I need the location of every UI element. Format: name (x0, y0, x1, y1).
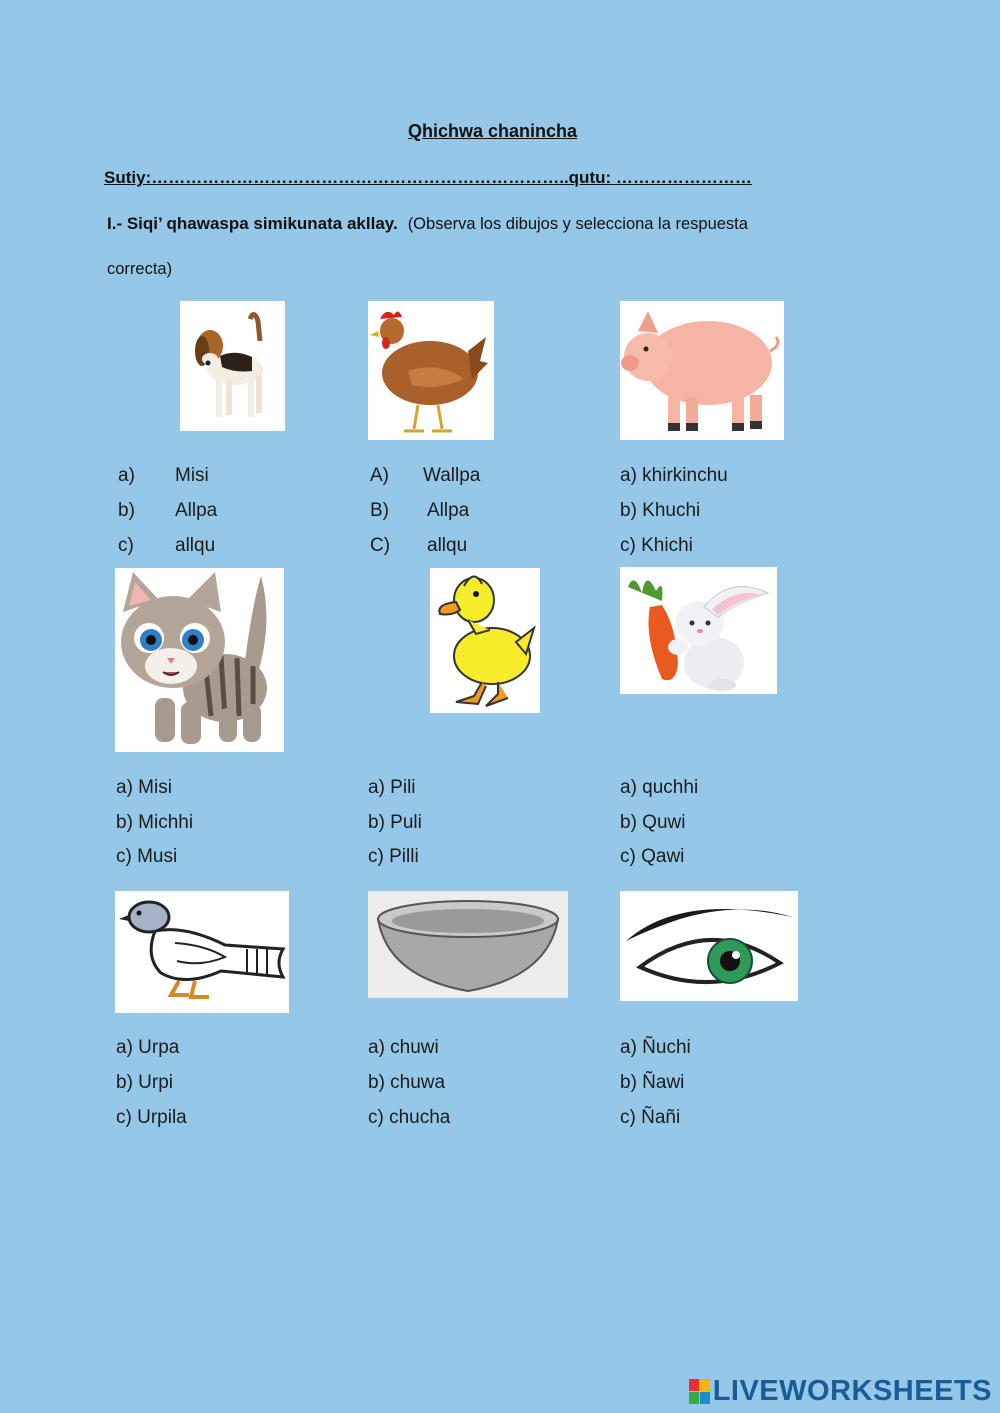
pigeon-picture (115, 891, 289, 1013)
option-c[interactable]: c) Khichi (620, 535, 693, 556)
instruction-spanish-cont: correcta) (107, 260, 173, 278)
dog-picture (180, 301, 285, 431)
option-a[interactable]: a) quchhi (620, 777, 699, 798)
option-c[interactable]: c) Urpila (116, 1107, 187, 1128)
option-a[interactable]: a) Urpa (116, 1037, 180, 1058)
option-c[interactable]: c) Pilli (368, 846, 419, 867)
option-a[interactable]: a) Pili (368, 777, 416, 798)
worksheet-title: Qhichwa chanincha (407, 121, 578, 141)
duck-picture (430, 568, 540, 713)
option-a[interactable]: a) Misi (116, 777, 172, 798)
logo-mark-icon (689, 1379, 711, 1405)
option-b[interactable]: b) Quwi (620, 812, 686, 833)
option-b[interactable]: b) Urpi (116, 1072, 174, 1093)
instruction-quechua: I.- Siqi’ qhawaspa simikunata akllay. (107, 214, 398, 233)
option-c[interactable]: c) Ñañi (620, 1107, 681, 1128)
option-b[interactable]: b) Ñawi (620, 1072, 685, 1093)
option-b[interactable]: b) chuwa (368, 1072, 446, 1093)
option-c[interactable]: c) Musi (116, 846, 178, 867)
liveworksheets-logo[interactable] (689, 1375, 992, 1408)
option-b[interactable]: b) Allpa (118, 500, 218, 521)
option-b[interactable]: b) Michhi (116, 812, 194, 833)
option-a[interactable]: a) Misi (118, 465, 209, 486)
option-a[interactable]: a) chuwi (368, 1037, 439, 1058)
pig-picture (620, 301, 784, 440)
option-a[interactable]: a) Ñuchi (620, 1037, 691, 1058)
option-c[interactable]: C) allqu (370, 535, 468, 556)
option-b[interactable]: B) Allpa (370, 500, 470, 521)
instruction (107, 214, 748, 234)
name-group-line: Sutiy:………………………………………………………………..qutu: …………………… (104, 168, 752, 187)
option-b[interactable]: b) Khuchi (620, 500, 701, 521)
hen-picture (368, 301, 494, 440)
logo-text: LIVEWORKSHEETS (712, 1375, 992, 1407)
option-c[interactable]: c) allqu (118, 535, 216, 556)
cat-picture (115, 568, 284, 752)
eye-picture (620, 891, 798, 1001)
option-a[interactable]: A) Wallpa (370, 465, 481, 486)
option-c[interactable]: c) chucha (368, 1107, 451, 1128)
option-c[interactable]: c) Qawi (620, 846, 685, 867)
bowl-picture (368, 891, 568, 998)
option-b[interactable]: b) Puli (368, 812, 422, 833)
rabbit-picture (620, 567, 777, 694)
option-a[interactable]: a) khirkinchu (620, 465, 728, 486)
instruction-spanish: (Observa los dibujos y selecciona la respuesta (407, 215, 748, 233)
